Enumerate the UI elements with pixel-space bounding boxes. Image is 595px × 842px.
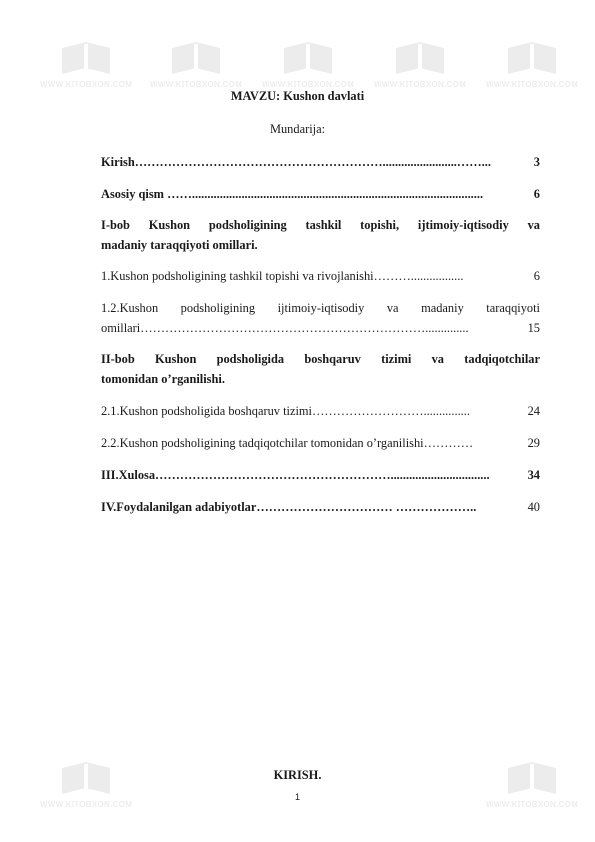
toc-page-number: 15 <box>527 321 540 335</box>
toc-page-number: 40 <box>527 500 540 514</box>
toc-entry-kirish[interactable]: Kirish……………………………………………………........................……... 3 <box>101 152 540 172</box>
watermark-logo-icon: WWW.KITOBXON.COM <box>40 760 132 809</box>
toc-entry-adabiyotlar[interactable]: IV.Foydalanilgan adabiyotlar…………………………… ……………….. 40 <box>101 497 540 517</box>
toc-page-number: 24 <box>527 404 540 418</box>
toc-entry-2-1[interactable]: 2.1.Kushon podsholigida boshqaruv tizimi………………………............... 24 <box>101 401 540 421</box>
toc-page-number: 29 <box>527 436 540 450</box>
toc-entry-2-2[interactable]: 2.2.Kushon podsholigining tadqiqotchilar tomonidan o’rganilishi………… 29 <box>101 433 540 453</box>
toc-entry-chapter-1[interactable]: I-bob Kushon podsholigining tashkil topishi, ijtimoiy-iqtisodiy va madaniy taraqqiyoti omillari. <box>101 218 540 252</box>
page-number: 1 <box>294 792 300 802</box>
toc-page-number: 3 <box>533 155 540 169</box>
toc-page-number: 6 <box>533 187 540 201</box>
watermark-logo-icon: WWW.KITOBXON.COM <box>486 40 578 89</box>
toc-entry-1-2[interactable]: 1.2.Kushon podsholigining ijtimoiy-iqtisodiy va madaniy taraqqiyoti omillari…………………………………………………………….............. 15 <box>101 298 540 338</box>
toc-page-number: 34 <box>527 468 540 482</box>
table-of-contents <box>101 152 540 517</box>
document-title: MAVZU: Kushon davlati <box>230 89 365 103</box>
toc-entry-chapter-2[interactable]: II-bob Kushon podsholigida boshqaruv tizimi va tadqiqotchilar tomonidan o’rganilishi. <box>101 352 540 386</box>
section-heading-kirish: KIRISH. <box>273 768 322 782</box>
watermark-logo-icon: WWW.KITOBXON.COM <box>262 40 354 89</box>
watermark-logo-icon: WWW.KITOBXON.COM <box>150 40 242 89</box>
toc-entry-asosiy-qism[interactable]: Asosiy qism …….............................................................................................. 6 <box>101 184 540 204</box>
toc-heading: Mundarija: <box>269 122 326 136</box>
toc-entry-xulosa[interactable]: III.Xulosa…………………………………………………................................ 34 <box>101 465 540 485</box>
watermark-logo-icon: WWW.KITOBXON.COM <box>40 40 132 89</box>
toc-page-number: 6 <box>533 269 540 283</box>
watermark-logo-icon: WWW.KITOBXON.COM <box>486 760 578 809</box>
watermark-logo-icon: WWW.KITOBXON.COM <box>374 40 466 89</box>
toc-entry-1-1[interactable]: 1.Kushon podsholigining tashkil topishi va rivojlanishi………................. 6 <box>101 266 540 286</box>
